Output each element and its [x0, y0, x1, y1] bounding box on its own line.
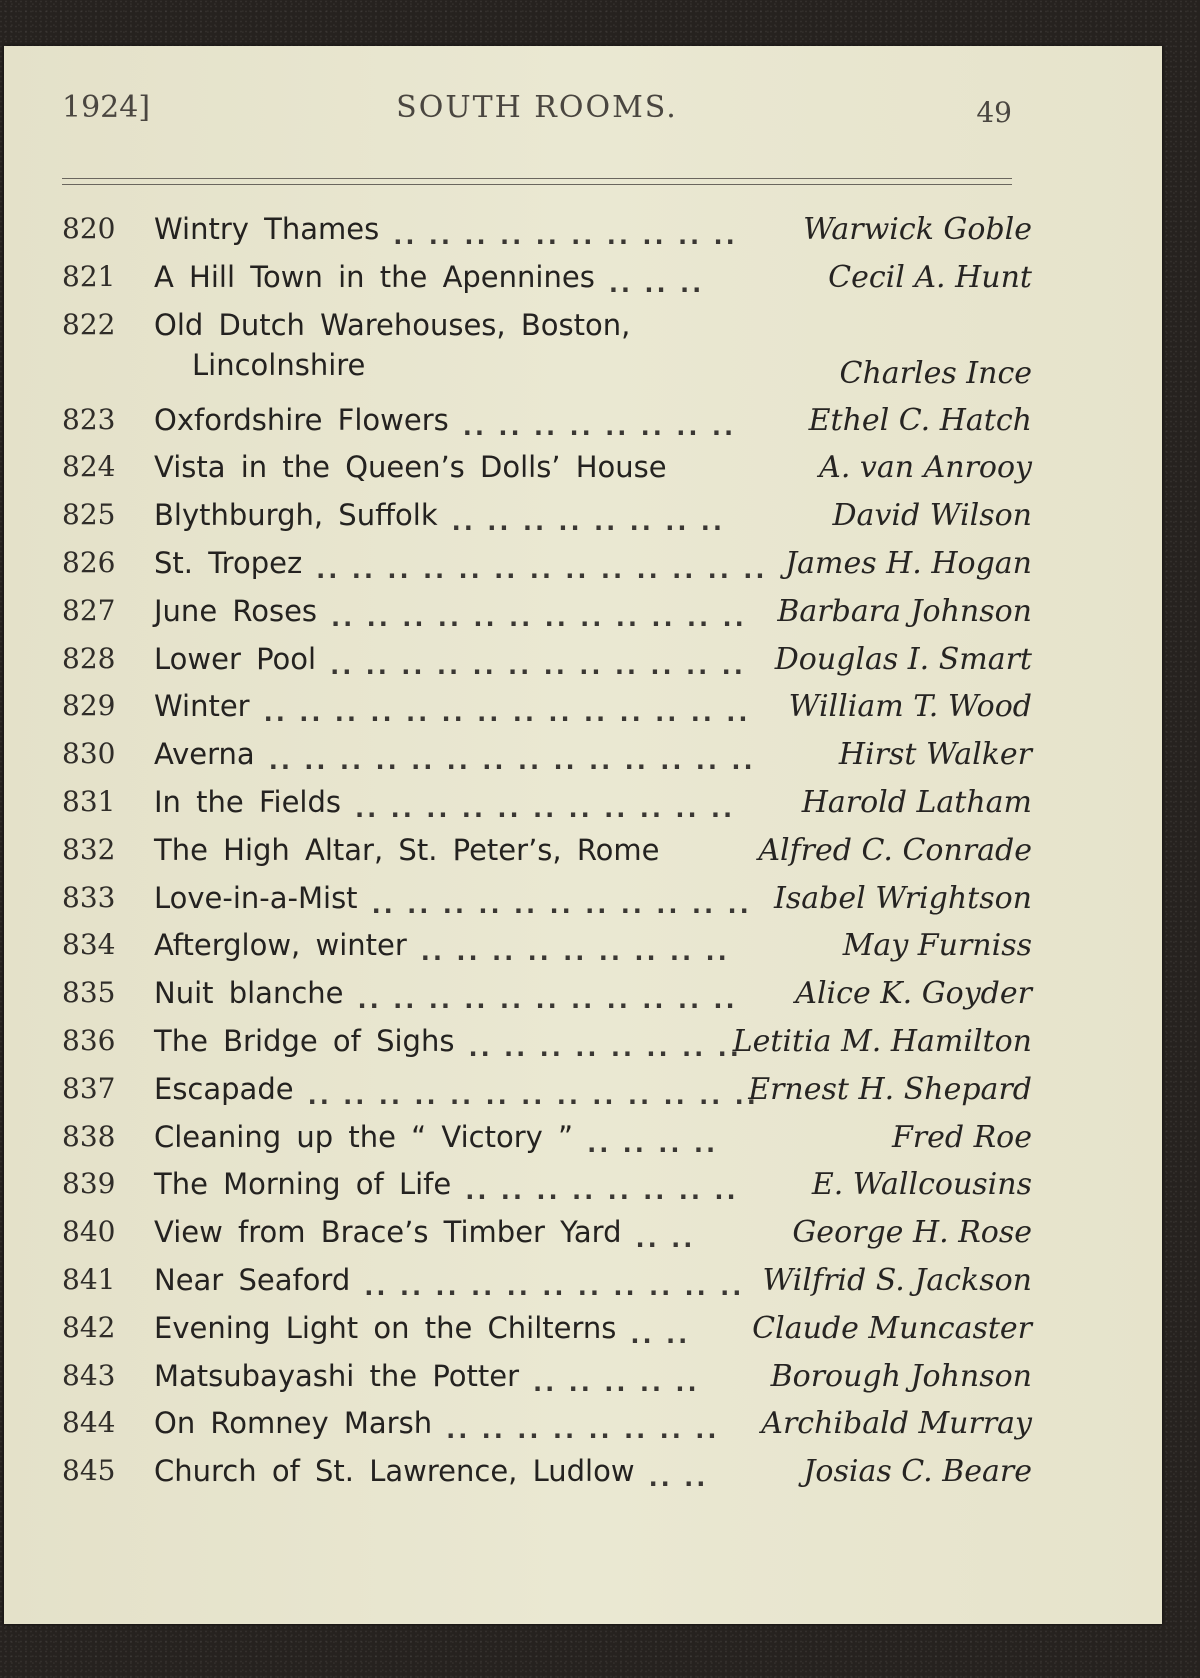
leader-dots: .. .. — [630, 1320, 691, 1349]
entry-artist: Borough Johnson — [770, 1358, 1032, 1394]
entry-number: 838 — [62, 1119, 116, 1153]
catalogue-entry — [62, 1402, 1032, 1450]
leader-dots: .. .. .. .. .. .. .. .. .. .. .. — [364, 1272, 745, 1301]
entry-title-text: Afterglow, winter — [154, 928, 407, 963]
entry-title-text: Averna — [154, 737, 255, 772]
entry-artist: David Wilson — [832, 498, 1032, 534]
entry-title-text: Cleaning up the “ Victory ” — [154, 1119, 574, 1154]
catalogue-entry — [62, 638, 1032, 686]
entry-title-text: Wintry Thames — [154, 212, 380, 246]
catalogue-list — [62, 208, 1032, 1498]
entry-artist: E. Wallcousins — [811, 1167, 1032, 1203]
entry-artist: Letitia M. Hamilton — [732, 1023, 1032, 1059]
entry-number: 844 — [62, 1406, 116, 1440]
header-rule-top — [62, 178, 1012, 179]
entry-number: 837 — [62, 1071, 116, 1105]
leader-dots: .. .. .. .. .. .. .. .. — [462, 412, 737, 441]
entry-artist: Cecil A. Hunt — [828, 259, 1032, 295]
catalogue-entry — [62, 972, 1032, 1020]
entry-number: 823 — [62, 402, 116, 436]
entry-artist: Fred Roe — [891, 1119, 1032, 1155]
entry-artist: Ethel C. Hatch — [808, 402, 1032, 438]
catalogue-entry — [62, 1307, 1032, 1355]
entry-title-text: June Roses — [154, 593, 318, 628]
leader-dots: .. .. — [635, 1225, 696, 1254]
entry-title-text: The Bridge of Sighs — [154, 1023, 455, 1058]
entry-title-text: Winter — [154, 689, 250, 724]
entry-number: 827 — [62, 593, 116, 627]
leader-dots: .. .. — [648, 1464, 709, 1493]
leader-dots: .. .. .. .. .. .. .. .. .. — [420, 938, 730, 967]
entry-number: 841 — [62, 1262, 116, 1296]
leader-dots: .. .. .. .. .. .. .. .. — [465, 1177, 739, 1206]
entry-artist: A. van Anrooy — [819, 450, 1032, 486]
leader-dots: .. .. .. .. — [587, 1129, 719, 1158]
entry-artist: Douglas I. Smart — [774, 641, 1032, 677]
leader-dots: .. .. .. .. .. — [533, 1368, 700, 1397]
entry-title — [154, 1454, 714, 1488]
catalogue-entry — [62, 304, 1032, 399]
entry-artist: Archibald Murray — [761, 1406, 1032, 1442]
catalogue-entry — [62, 1211, 1032, 1259]
entry-title-text: Escapade — [154, 1071, 294, 1106]
entry-title-text: St. Tropez — [154, 545, 303, 580]
catalogue-entry — [62, 256, 1032, 304]
entry-number: 845 — [62, 1454, 116, 1488]
catalogue-entry — [62, 924, 1032, 972]
entry-title-text: Vista in the Queen’s Dolls’ House — [154, 450, 667, 485]
entry-title-text: A Hill Town in the Apennines — [154, 259, 595, 294]
catalogue-entry — [62, 781, 1032, 829]
leader-dots: .. .. .. .. .. .. .. .. .. .. .. .. — [331, 603, 747, 632]
entry-number: 829 — [62, 689, 116, 723]
entry-artist: May Furniss — [842, 928, 1032, 964]
entry-title-text: On Romney Marsh — [154, 1406, 433, 1441]
entry-number: 831 — [62, 784, 116, 818]
entry-artist: William T. Wood — [788, 689, 1032, 725]
leader-dots: .. .. .. .. .. .. .. .. .. .. .. .. .. — [307, 1081, 759, 1110]
entry-number: 839 — [62, 1167, 116, 1201]
leader-dots: .. .. .. .. .. .. .. .. — [446, 1416, 720, 1445]
entry-title-text: The High Altar, St. Peter’s, Rome — [154, 832, 660, 867]
entry-artist: Isabel Wrightson — [773, 880, 1032, 916]
catalogue-entry — [62, 685, 1032, 733]
catalogue-entry — [62, 590, 1032, 638]
header-year: 1924] — [62, 90, 151, 125]
entry-artist: Ernest H. Shepard — [748, 1071, 1032, 1107]
running-header — [62, 82, 1012, 142]
entry-artist: Wilfrid S. Jackson — [762, 1262, 1032, 1298]
leader-dots: .. .. .. .. .. .. .. .. .. .. .. — [357, 986, 738, 1015]
page-title: SOUTH ROOMS. — [396, 90, 678, 125]
leader-dots: .. .. .. .. .. .. .. .. .. .. — [393, 222, 738, 250]
entry-artist: James H. Hogan — [785, 545, 1032, 581]
catalogue-entry — [62, 1116, 1032, 1164]
entry-artist: Charles Ince — [839, 355, 1032, 391]
entry-title-continuation: Lincolnshire — [192, 347, 366, 382]
entry-artist: Josias C. Beare — [803, 1454, 1032, 1490]
leader-dots: .. .. .. .. .. .. .. .. .. .. .. — [371, 890, 752, 919]
catalogue-entry — [62, 1163, 1032, 1211]
entry-number: 820 — [62, 212, 116, 245]
page-number: 49 — [976, 96, 1012, 129]
entry-title — [154, 833, 714, 867]
entry-number: 834 — [62, 928, 116, 962]
entry-title-text: View from Brace’s Timber Yard — [154, 1215, 622, 1250]
entry-number: 836 — [62, 1023, 116, 1057]
catalogue-entry — [62, 494, 1032, 542]
entry-artist: Barbara Johnson — [777, 593, 1032, 629]
leader-dots: .. .. .. .. .. .. .. .. .. .. .. .. — [330, 651, 746, 680]
entry-title-text: Blythburgh, Suffolk — [154, 498, 438, 533]
entry-title-text: Evening Light on the Chilterns — [154, 1310, 617, 1345]
entry-number: 843 — [62, 1358, 116, 1392]
entry-number: 826 — [62, 545, 116, 579]
catalogue-entry — [62, 733, 1032, 781]
entry-title — [154, 450, 714, 484]
entry-artist: Alice K. Goyder — [795, 976, 1032, 1012]
entry-title — [154, 308, 714, 382]
entry-number: 828 — [62, 641, 116, 675]
entry-title-text: Matsubayashi the Potter — [154, 1358, 520, 1393]
entry-number: 833 — [62, 880, 116, 914]
leader-dots: .. .. .. .. .. .. .. .. .. .. .. .. .. .. — [263, 699, 751, 728]
leader-dots: .. .. .. .. .. .. .. .. .. .. .. .. .. — [316, 555, 768, 584]
entry-number: 832 — [62, 832, 116, 866]
catalogue-entry — [62, 1450, 1032, 1498]
catalogue-entry — [62, 1020, 1032, 1068]
entry-title-text: Lower Pool — [154, 641, 317, 676]
entry-number: 830 — [62, 737, 116, 771]
leader-dots: .. .. .. .. .. .. .. .. .. .. .. .. .. .. — [268, 747, 756, 776]
catalogue-entry — [62, 399, 1032, 447]
leader-dots: .. .. .. .. .. .. .. .. — [468, 1033, 742, 1062]
catalogue-entry — [62, 1355, 1032, 1403]
catalogue-entry — [62, 877, 1032, 925]
entry-artist: Warwick Goble — [803, 212, 1032, 247]
entry-number: 822 — [62, 307, 116, 341]
catalogue-entry — [62, 208, 1032, 256]
entry-number: 821 — [62, 259, 116, 293]
entry-number: 840 — [62, 1215, 116, 1249]
entry-title-text: Nuit blanche — [154, 976, 344, 1011]
entry-artist: Claude Muncaster — [752, 1310, 1032, 1346]
entry-number: 835 — [62, 976, 116, 1010]
header-rule-bottom — [62, 184, 1012, 185]
entry-artist: Hirst Walker — [838, 737, 1032, 773]
leader-dots: .. .. .. .. .. .. .. .. — [451, 508, 726, 537]
entry-title-text: Church of St. Lawrence, Ludlow — [154, 1454, 635, 1489]
entry-number: 824 — [62, 450, 116, 484]
entry-title-text: The Morning of Life — [154, 1167, 452, 1202]
leader-dots: .. .. .. — [608, 269, 705, 298]
catalogue-entry — [62, 1068, 1032, 1116]
entry-number: 825 — [62, 498, 116, 532]
entry-title-text: Old Dutch Warehouses, Boston, — [154, 307, 631, 342]
entry-title-text: Oxfordshire Flowers — [154, 402, 449, 437]
entry-artist: George H. Rose — [792, 1215, 1032, 1251]
leader-dots: .. .. .. .. .. .. .. .. .. .. .. — [355, 794, 736, 823]
catalogue-entry — [62, 829, 1032, 877]
entry-artist: Alfred C. Conrade — [758, 832, 1032, 868]
entry-title — [154, 1215, 714, 1249]
entry-title-text: Love-in-a-Mist — [154, 880, 358, 915]
entry-number: 842 — [62, 1310, 116, 1344]
entry-title-text: In the Fields — [154, 784, 342, 819]
catalogue-entry — [62, 1259, 1032, 1307]
catalogue-entry — [62, 446, 1032, 494]
entry-artist: Harold Latham — [801, 784, 1032, 820]
entry-title-text: Near Seaford — [154, 1262, 351, 1297]
catalogue-entry — [62, 542, 1032, 590]
